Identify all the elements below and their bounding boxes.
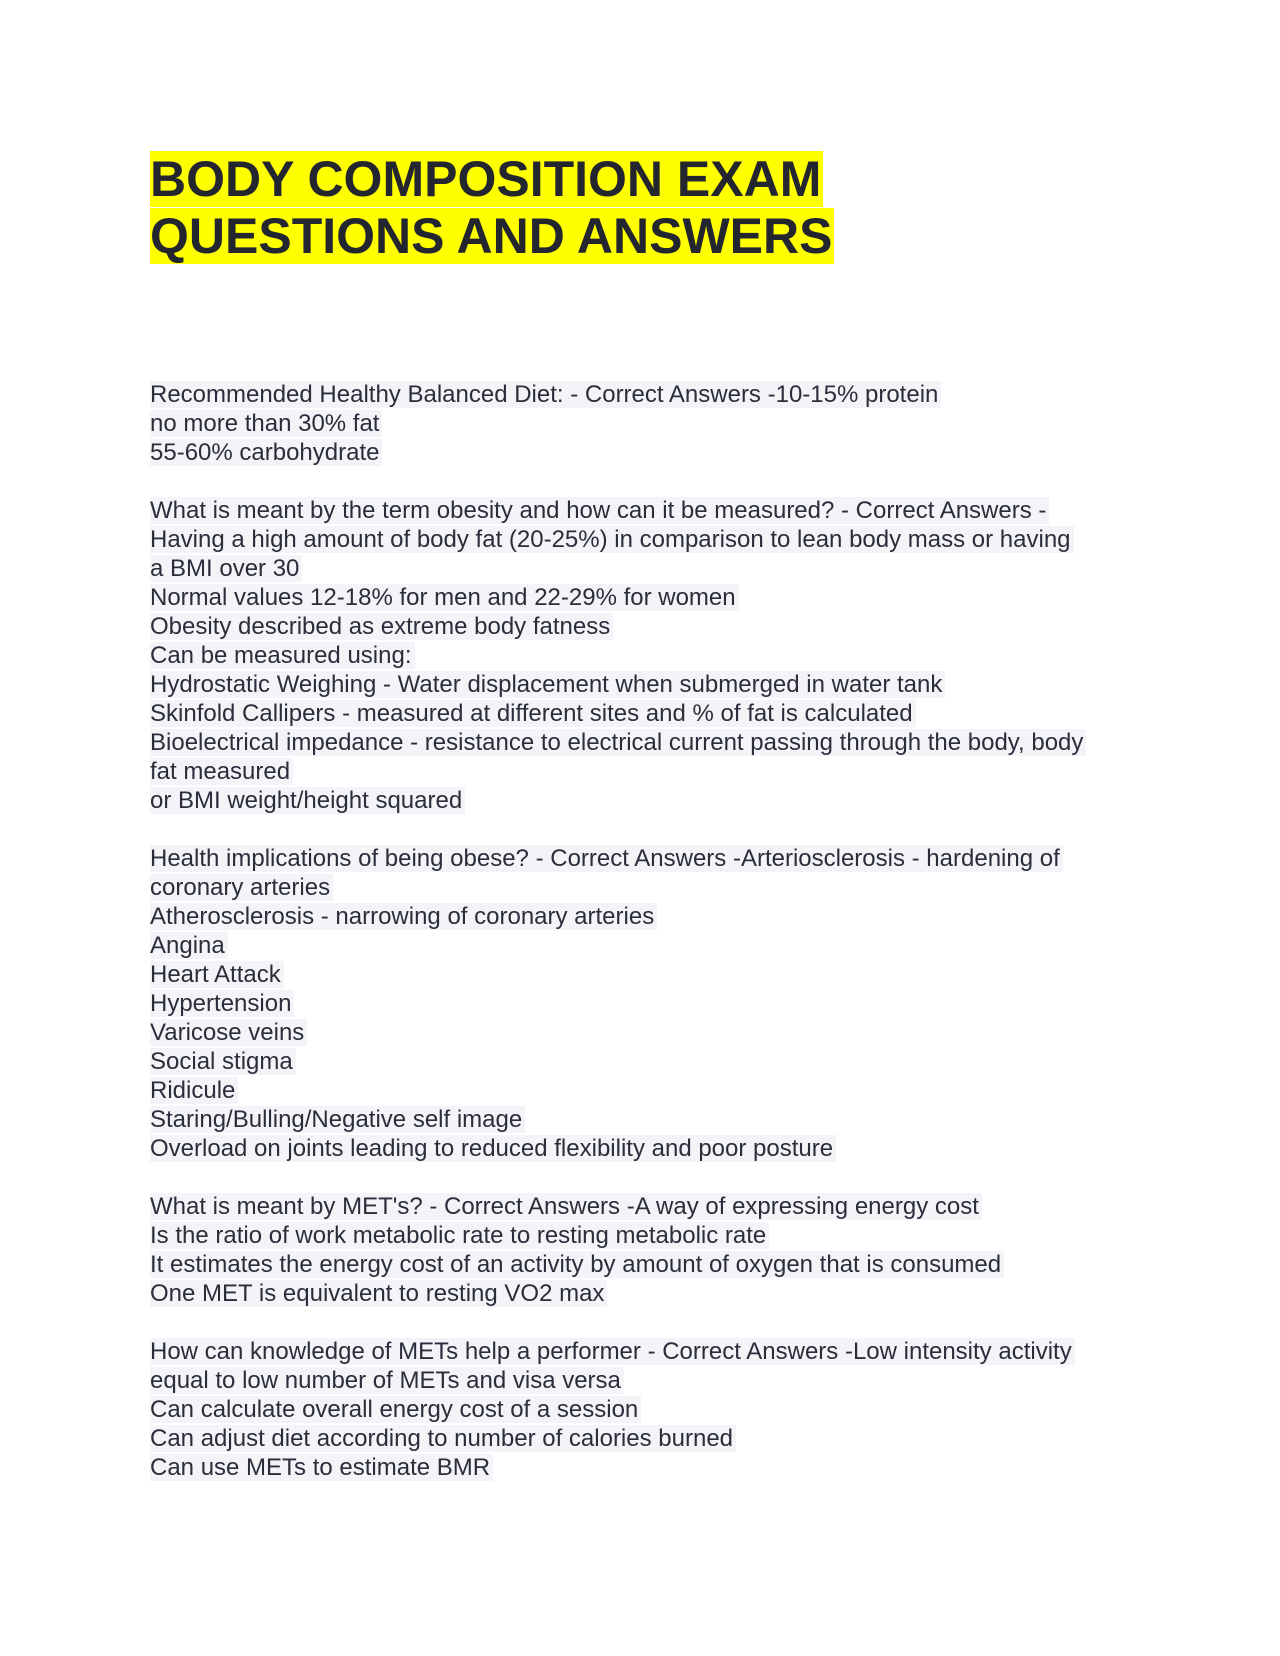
page-title — [150, 151, 1050, 264]
answer-line — [150, 612, 1140, 641]
qa-block — [150, 844, 1140, 1163]
answer-line — [150, 1453, 1140, 1482]
answer-line — [150, 1221, 1140, 1250]
answer-line — [150, 873, 1140, 902]
text-run: Hydrostatic Weighing - Water displacement when submerged in water tank — [150, 671, 945, 698]
text-run: Health implications of being obese? - Correct Answers -Arteriosclerosis - hardening of — [150, 845, 1063, 872]
text-run: Bioelectrical impedance - resistance to electrical current passing through the body, body — [150, 729, 1086, 756]
answer-line — [150, 1424, 1140, 1453]
answer-line — [150, 989, 1140, 1018]
answer-line — [150, 699, 1140, 728]
title-line-1: BODY COMPOSITION EXAM — [150, 151, 822, 207]
answer-line — [150, 583, 1140, 612]
answer-line — [150, 786, 1140, 815]
text-run: Ridicule — [150, 1077, 238, 1104]
text-run: Can calculate overall energy cost of a session — [150, 1396, 641, 1423]
question-line — [150, 1337, 1140, 1366]
text-run: Staring/Bulling/Negative self image — [150, 1106, 525, 1133]
answer-line — [150, 1250, 1140, 1279]
answer-line — [150, 728, 1140, 757]
text-run: Social stigma — [150, 1048, 296, 1075]
text-run: Obesity described as extreme body fatness — [150, 613, 613, 640]
answer-line — [150, 1366, 1140, 1395]
answer-line — [150, 1076, 1140, 1105]
text-run: It estimates the energy cost of an activity by amount of oxygen that is consumed — [150, 1251, 1004, 1278]
text-run: Skinfold Callipers - measured at different sites and % of fat is calculated — [150, 700, 916, 727]
text-run: Can adjust diet according to number of calories burned — [150, 1425, 736, 1452]
answer-line — [150, 757, 1140, 786]
text-run: Varicose veins — [150, 1019, 307, 1046]
answer-line — [150, 409, 1140, 438]
question-line — [150, 380, 1140, 409]
qa-block — [150, 380, 1140, 467]
answer-line — [150, 641, 1140, 670]
text-run: coronary arteries — [150, 874, 333, 901]
answer-line — [150, 554, 1140, 583]
answer-line — [150, 670, 1140, 699]
title-line-2: QUESTIONS AND ANSWERS — [150, 207, 833, 264]
text-run: fat measured — [150, 758, 293, 785]
answer-line — [150, 1047, 1140, 1076]
answer-line — [150, 525, 1140, 554]
text-run: Can be measured using: — [150, 642, 415, 669]
text-run: Atherosclerosis - narrowing of coronary arteries — [150, 903, 657, 930]
text-run: One MET is equivalent to resting VO2 max — [150, 1280, 607, 1307]
text-run: no more than 30% fat — [150, 410, 382, 437]
text-run: 55-60% carbohydrate — [150, 439, 382, 466]
answer-line — [150, 1395, 1140, 1424]
qa-block — [150, 496, 1140, 815]
text-run: Recommended Healthy Balanced Diet: - Correct Answers -10-15% protein — [150, 381, 941, 408]
text-run: equal to low number of METs and visa versa — [150, 1367, 624, 1394]
text-run: Angina — [150, 932, 228, 959]
answer-line — [150, 902, 1140, 931]
question-line — [150, 1192, 1140, 1221]
text-run: How can knowledge of METs help a performer - Correct Answers -Low intensity activity — [150, 1338, 1075, 1365]
qa-block — [150, 1337, 1140, 1482]
answer-line — [150, 1279, 1140, 1308]
answer-line — [150, 931, 1140, 960]
text-run: or BMI weight/height squared — [150, 787, 465, 814]
text-run: Can use METs to estimate BMR — [150, 1454, 493, 1481]
answer-line — [150, 1105, 1140, 1134]
answer-line — [150, 960, 1140, 989]
text-run: Overload on joints leading to reduced flexibility and poor posture — [150, 1135, 836, 1162]
text-run: Hypertension — [150, 990, 294, 1017]
qa-block — [150, 1192, 1140, 1308]
text-run: Is the ratio of work metabolic rate to resting metabolic rate — [150, 1222, 769, 1249]
text-run: a BMI over 30 — [150, 555, 302, 582]
answer-line — [150, 1134, 1140, 1163]
qa-list — [150, 380, 1140, 1511]
question-line — [150, 496, 1140, 525]
question-line — [150, 844, 1140, 873]
text-run: Having a high amount of body fat (20-25%) in comparison to lean body mass or having — [150, 526, 1074, 553]
answer-line — [150, 438, 1140, 467]
text-run: Normal values 12-18% for men and 22-29% for women — [150, 584, 739, 611]
answer-line — [150, 1018, 1140, 1047]
text-run: What is meant by MET's? - Correct Answers -A way of expressing energy cost — [150, 1193, 982, 1220]
text-run: What is meant by the term obesity and how can it be measured? - Correct Answers - — [150, 497, 1049, 524]
text-run: Heart Attack — [150, 961, 284, 988]
